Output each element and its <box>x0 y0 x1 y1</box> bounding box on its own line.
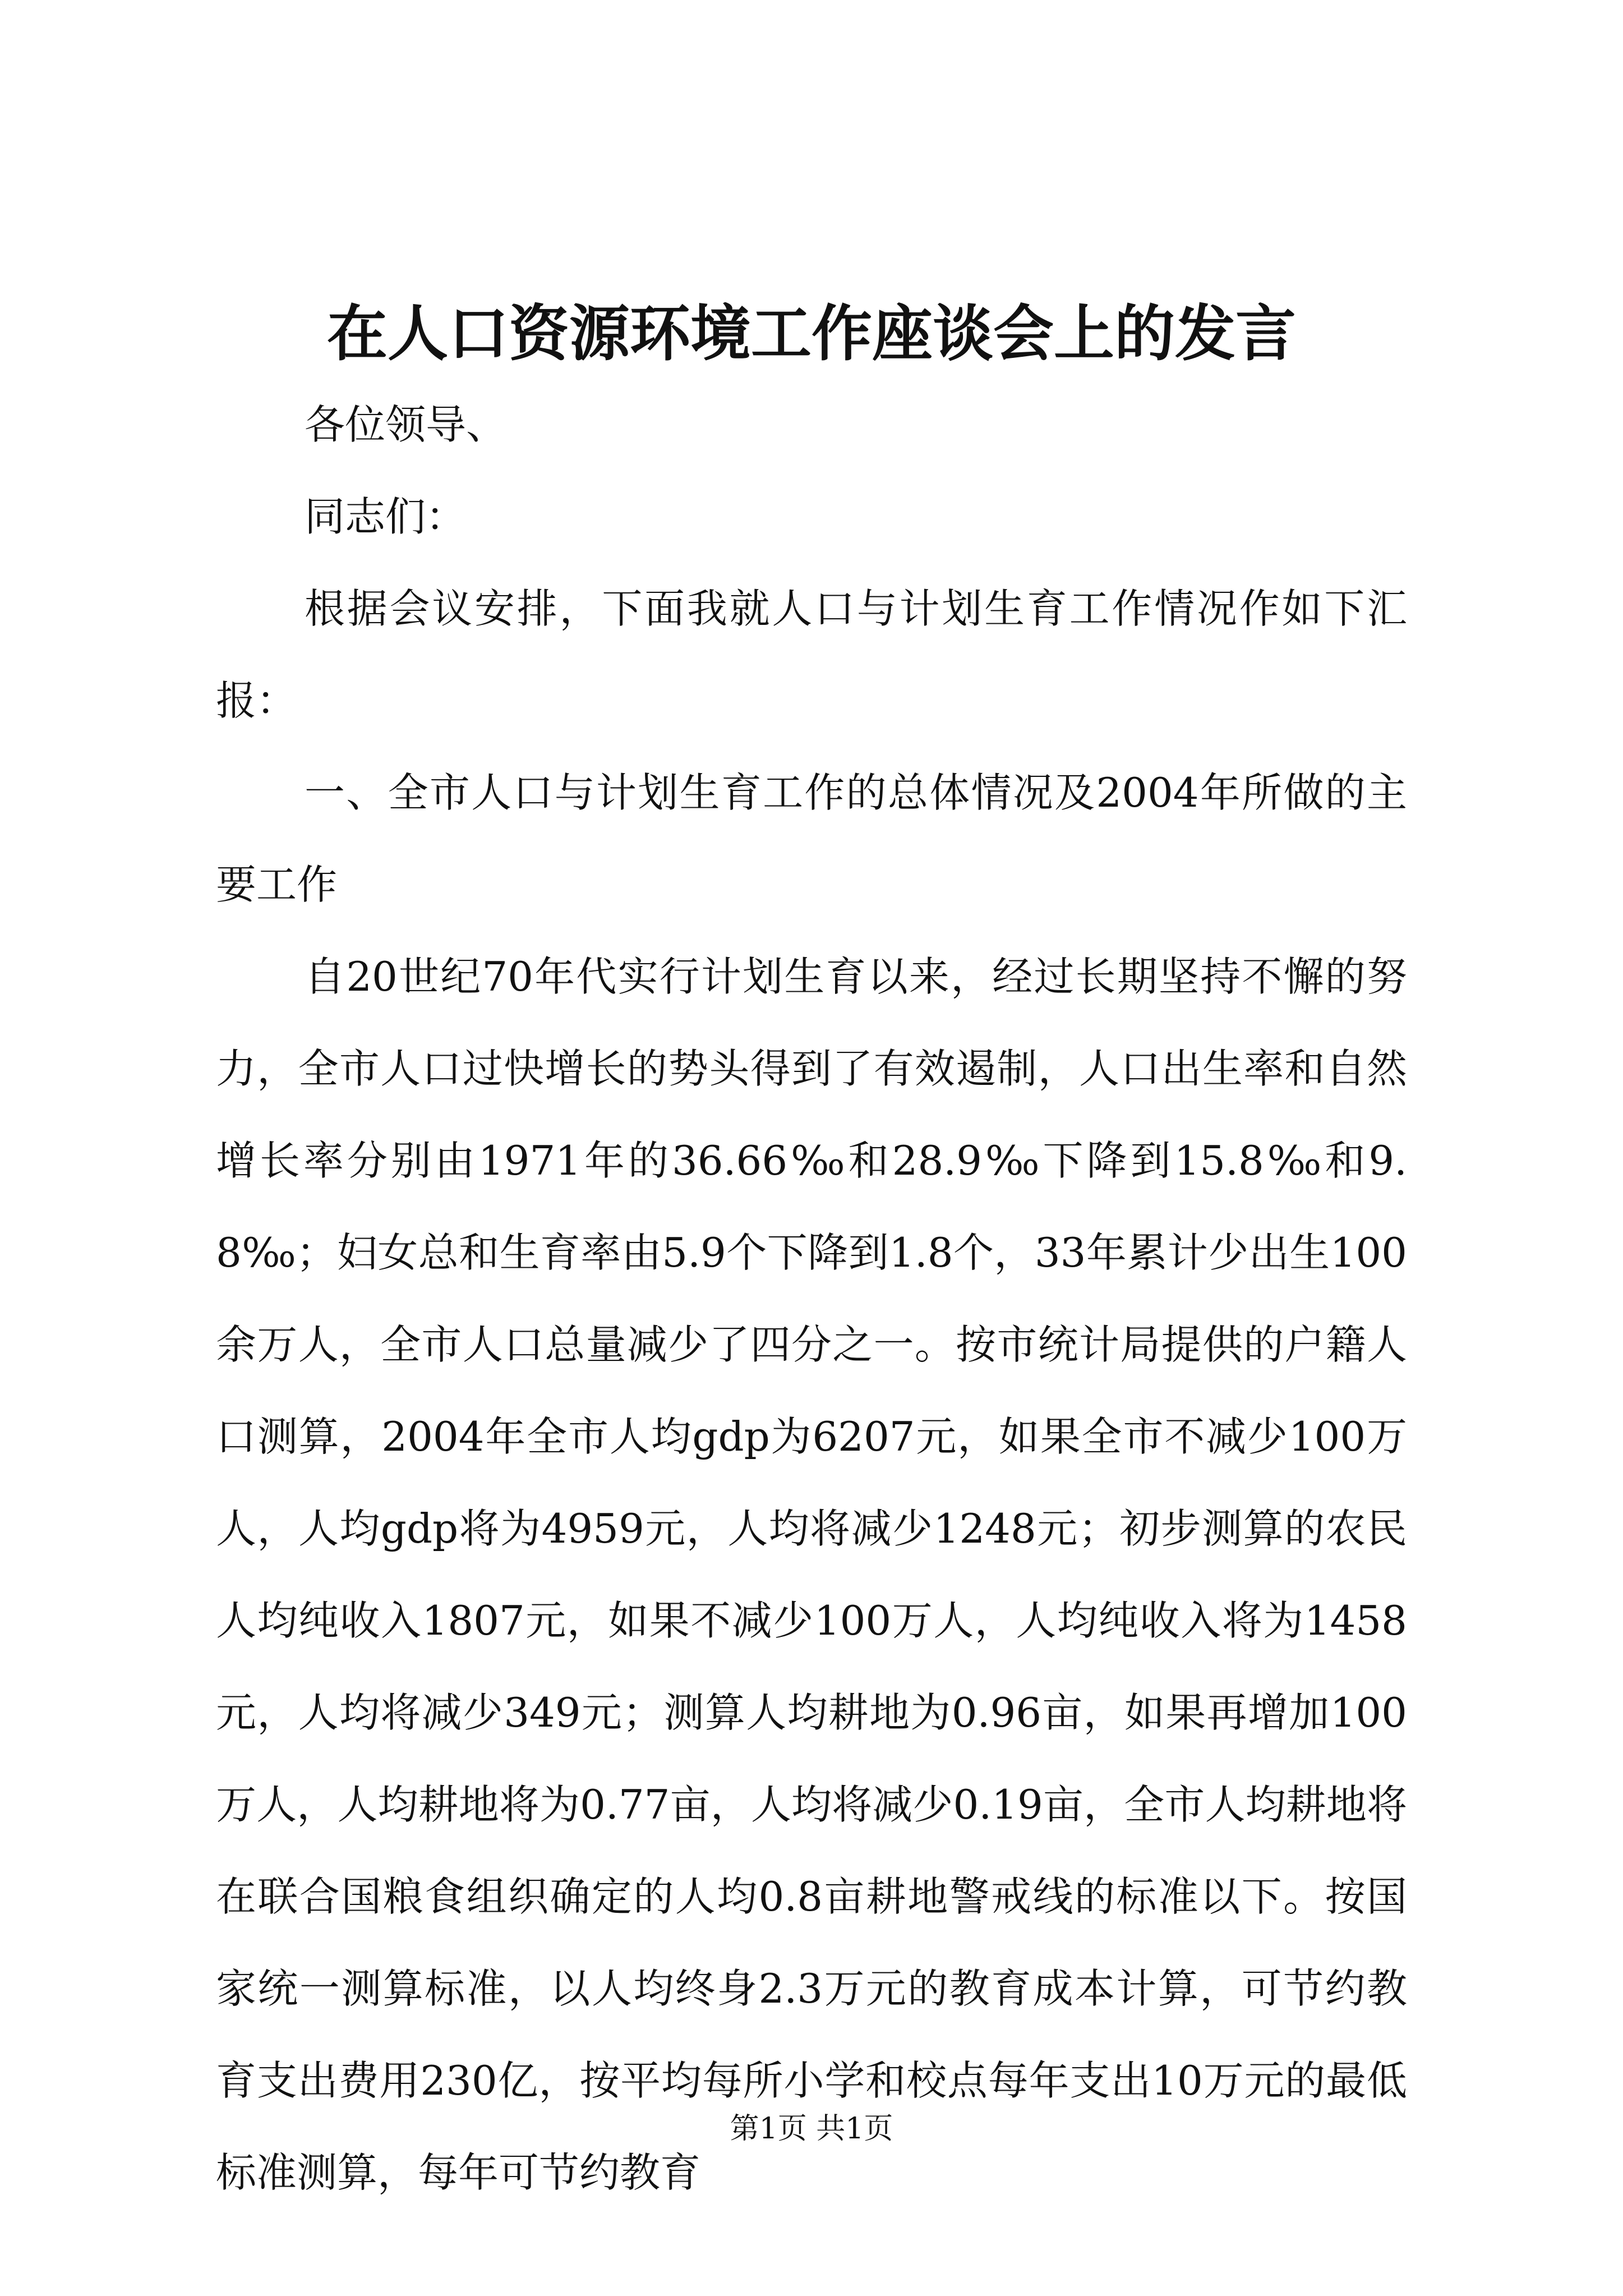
salutation-comrades: 同志们： <box>305 493 467 540</box>
section-heading-1: 一、全市人口与计划生育工作的总体情况及2004年所做的主要工作 <box>216 769 1407 908</box>
page-footer: 第1页 共1页 <box>730 2112 893 2146</box>
intro-paragraph: 根据会议安排，下面我就人口与计划生育工作情况作如下汇报： <box>216 585 1407 724</box>
salutation-leaders: 各位领导、 <box>305 401 507 448</box>
document-body <box>216 379 1407 2219</box>
document-title: 在人口资源环境工作座谈会上的发言 <box>326 298 1296 369</box>
body-paragraph: 自20世纪70年代实行计划生育以来，经过长期坚持不懈的努力，全市人口过快增长的势头得到了有效遏制，人口出生率和自然增长率分别由1971年的36.66‰和28.9‰下降到15.8‰和9.8‰；妇女总和生育率由5.9个下降到1.8个，33年累计少出生100余万人，全市人口总量减少了四分之一。按市统计局提供的户籍人口测算，2004年全市人均gdp为6207元，如果全市不减少100万人，人均gdp将为4959元，人均将减少1248元；初步测算的农民人均纯收入1807元，如果不减少100万人，人均纯收入将为1458元，人均将减少349元；测算人均耕地为0.96亩，如果再增加100万人，人均耕地将为0.77亩，人均将减少0.19亩，全市人均耕地将在联合国粮食组织确定的人均0.8亩耕地警戒线的标准以下。按国家统一测算标准，以人均终身2.3万元的教育成本计算，可节约教育支出费用230亿，按平均每所小学和校点每年支出10万元的最低标准测算，每年可节约教育 <box>216 953 1407 2196</box>
